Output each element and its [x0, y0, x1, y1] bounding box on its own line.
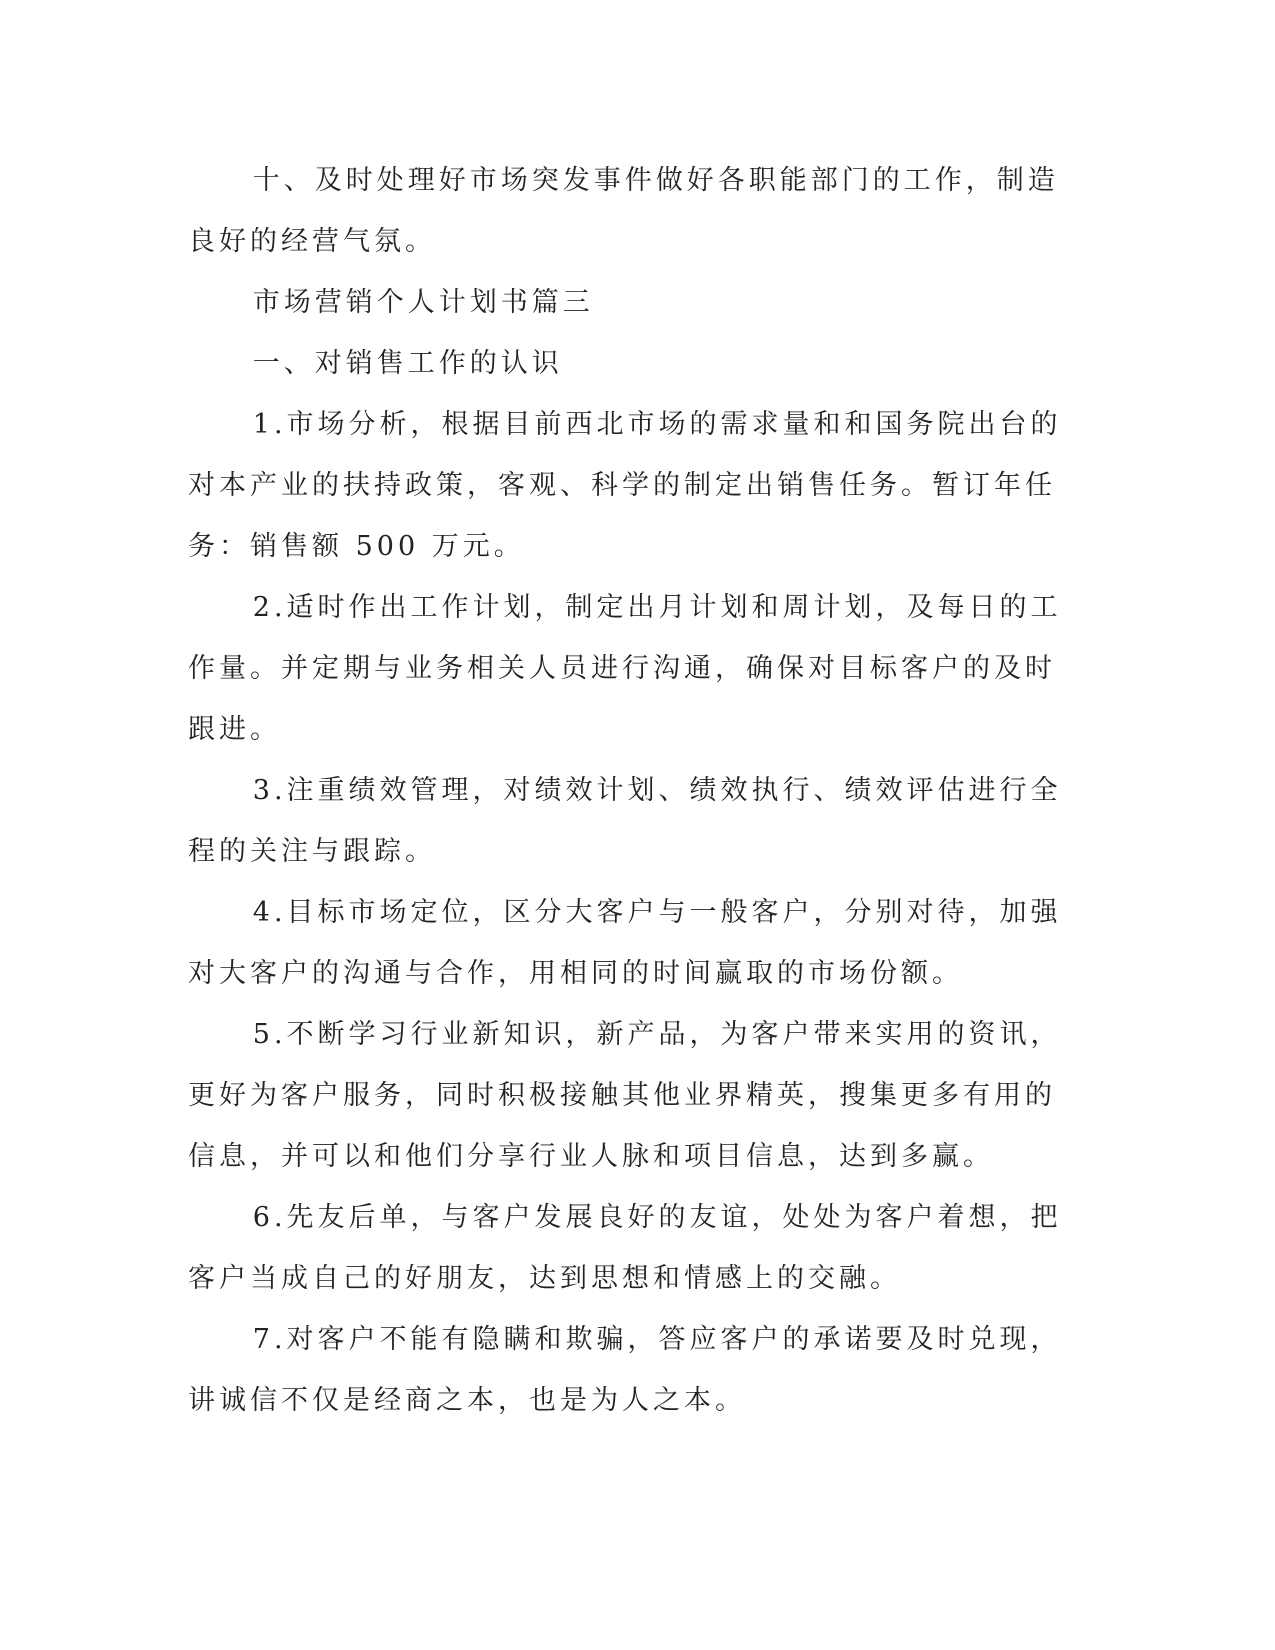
paragraph-item-1: 1.市场分析，根据目前西北市场的需求量和和国务院出台的对本产业的扶持政策，客观、科学的制定出销售任务。暂订年任务：销售额 500 万元。: [188, 409, 1062, 562]
paragraph-item-5: 5.不断学习行业新知识，新产品，为客户带来实用的资讯，更好为客户服务，同时积极接触其他业界精英，搜集更多有用的信息，并可以和他们分享行业人脉和项目信息，达到多赢。: [188, 1019, 1062, 1172]
document-body: [188, 150, 1068, 1431]
paragraph-item-3: 3.注重绩效管理，对绩效计划、绩效执行、绩效评估进行全程的关注与跟踪。: [188, 775, 1062, 867]
section-title: 市场营销个人计划书篇三: [252, 287, 594, 318]
paragraph-item-2: 2.适时作出工作计划，制定出月计划和周计划，及每日的工作量。并定期与业务相关人员进行沟通，确保对目标客户的及时跟进。: [188, 592, 1062, 745]
paragraph-item-4: 4.目标市场定位，区分大客户与一般客户，分别对待，加强对大客户的沟通与合作，用相同的时间赢取的市场份额。: [188, 897, 1062, 989]
paragraph-section-ten: 十、及时处理好市场突发事件做好各职能部门的工作，制造良好的经营气氛。: [188, 165, 1059, 257]
subsection-heading: 一、对销售工作的认识: [252, 348, 563, 379]
paragraph-item-7: 7.对客户不能有隐瞒和欺骗，答应客户的承诺要及时兑现，讲诚信不仅是经商之本，也是为人之本。: [188, 1324, 1062, 1416]
paragraph-item-6: 6.先友后单，与客户发展良好的友谊，处处为客户着想，把客户当成自己的好朋友，达到思想和情感上的交融。: [188, 1202, 1062, 1294]
